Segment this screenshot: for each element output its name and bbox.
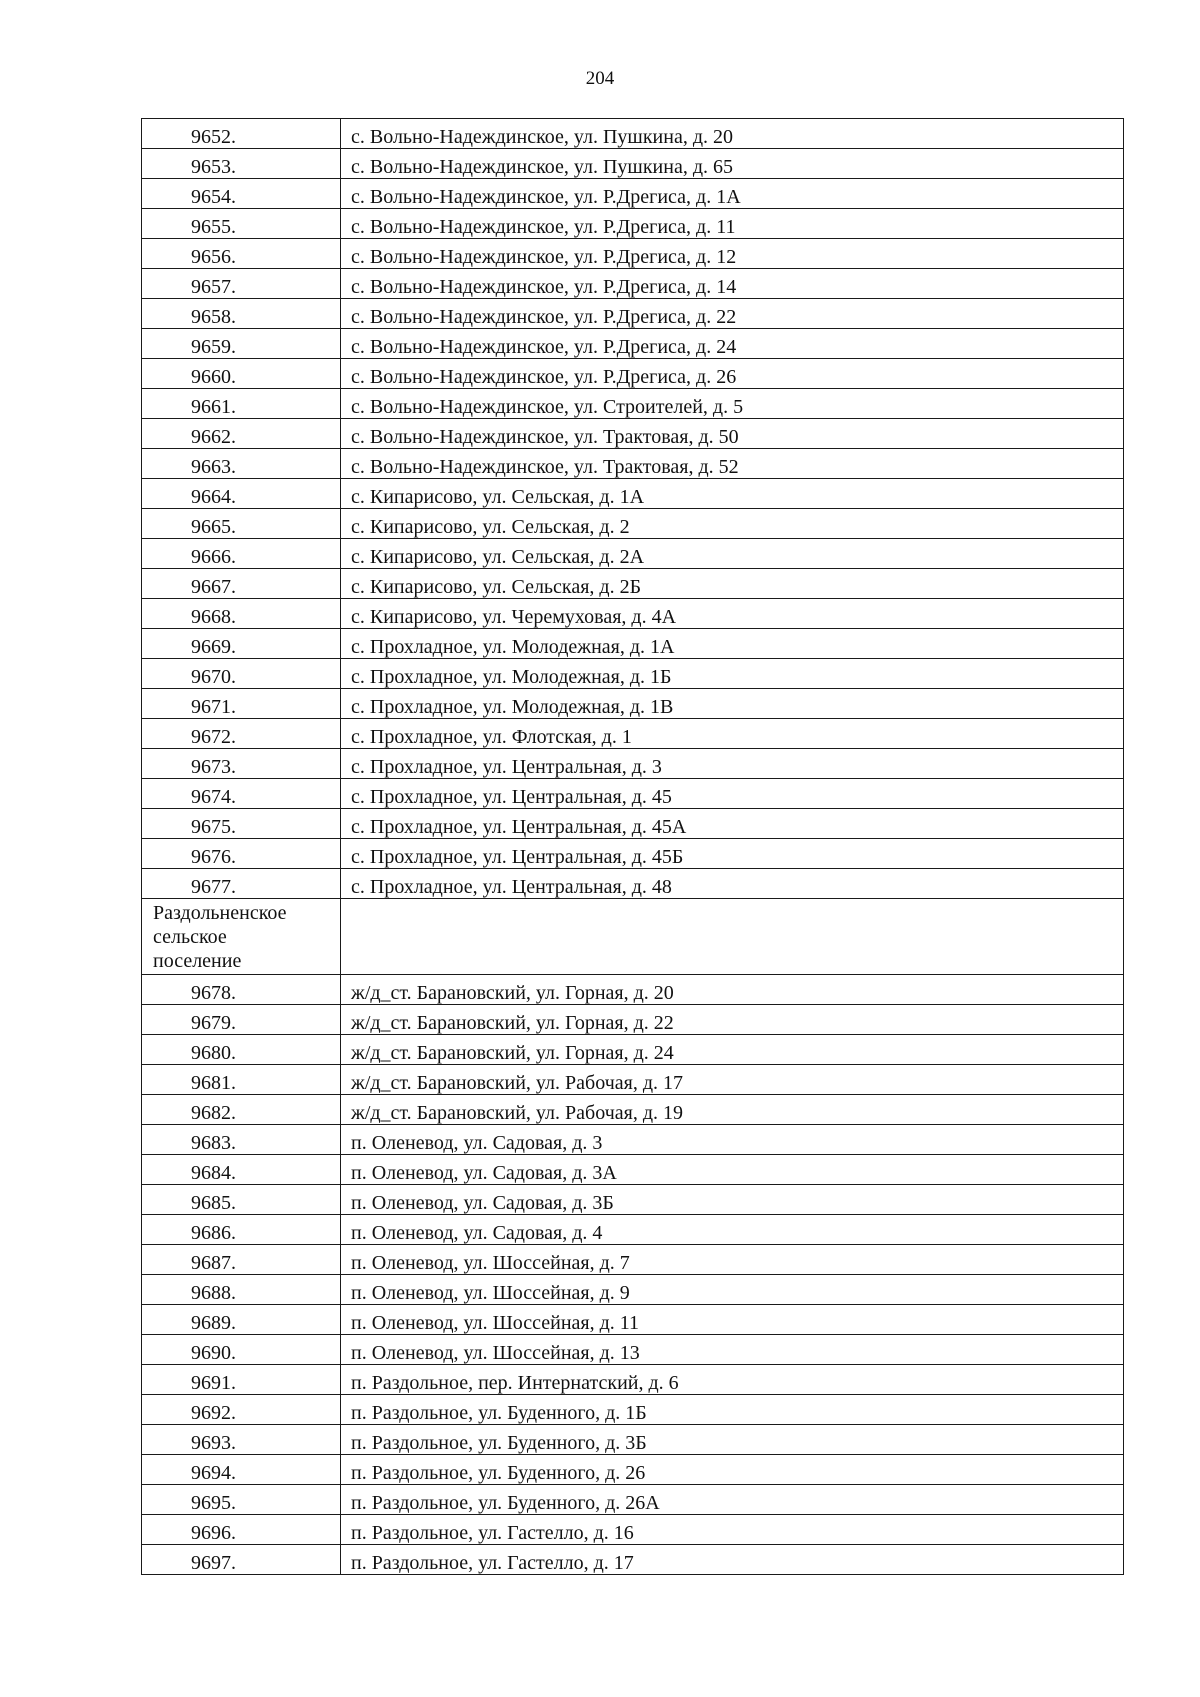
address-cell: с. Вольно-Надеждинское, ул. Строителей, д. 5 [341,389,1124,419]
row-number-cell: 9694. [142,1455,341,1485]
table-row [142,179,1124,209]
table-row [142,479,1124,509]
table-row [142,1335,1124,1365]
row-number-cell: 9693. [142,1425,341,1455]
address-cell: с. Вольно-Надеждинское, ул. Трактовая, д. 50 [341,419,1124,449]
row-number-cell: 9668. [142,599,341,629]
section-label-cell [142,899,341,975]
address-cell: с. Прохладное, ул. Молодежная, д. 1В [341,689,1124,719]
row-number-cell: 9654. [142,179,341,209]
section-label-line: Раздольненское [153,902,287,924]
address-cell: с. Кипарисово, ул. Черемуховая, д. 4А [341,599,1124,629]
row-number-cell: 9669. [142,629,341,659]
row-number-cell: 9666. [142,539,341,569]
row-number-cell: 9672. [142,719,341,749]
row-number-cell: 9697. [142,1545,341,1575]
row-number-cell: 9676. [142,839,341,869]
row-number-cell: 9688. [142,1275,341,1305]
table-row [142,719,1124,749]
row-number-cell: 9656. [142,239,341,269]
address-cell: с. Прохладное, ул. Центральная, д. 3 [341,749,1124,779]
table-row [142,239,1124,269]
row-number-cell: 9671. [142,689,341,719]
address-cell: п. Оленевод, ул. Садовая, д. 3 [341,1125,1124,1155]
address-cell: п. Раздольное, ул. Буденного, д. 26 [341,1455,1124,1485]
address-cell: с. Вольно-Надеждинское, ул. Р.Дрегиса, д. 22 [341,299,1124,329]
address-cell: с. Вольно-Надеждинское, ул. Р.Дрегиса, д. 11 [341,209,1124,239]
row-number-cell: 9689. [142,1305,341,1335]
table-row [142,569,1124,599]
row-number-cell: 9657. [142,269,341,299]
table-row [142,419,1124,449]
table-row [142,599,1124,629]
row-number-cell: 9687. [142,1245,341,1275]
address-cell: с. Вольно-Надеждинское, ул. Пушкина, д. 20 [341,119,1124,149]
address-cell: с. Вольно-Надеждинское, ул. Р.Дрегиса, д. 12 [341,239,1124,269]
row-number-cell: 9677. [142,869,341,899]
row-number-cell: 9665. [142,509,341,539]
table-row [142,1155,1124,1185]
address-cell: п. Оленевод, ул. Садовая, д. 3А [341,1155,1124,1185]
page-number: 204 [585,68,615,89]
table-row [142,749,1124,779]
table-row [142,1485,1124,1515]
row-number-cell: 9675. [142,809,341,839]
table-row [142,509,1124,539]
table-row [142,1035,1124,1065]
address-table-body [142,119,1124,1575]
address-cell: п. Раздольное, ул. Гастелло, д. 17 [341,1545,1124,1575]
section-empty-cell [341,899,1124,975]
row-number-cell: 9683. [142,1125,341,1155]
row-number-cell: 9659. [142,329,341,359]
row-number-cell: 9663. [142,449,341,479]
table-row [142,1395,1124,1425]
row-number-cell: 9679. [142,1005,341,1035]
row-number-cell: 9690. [142,1335,341,1365]
table-row [142,1095,1124,1125]
row-number-cell: 9674. [142,779,341,809]
row-number-cell: 9680. [142,1035,341,1065]
row-number-cell: 9696. [142,1515,341,1545]
section-row [142,899,1124,975]
table-row [142,689,1124,719]
address-cell: с. Вольно-Надеждинское, ул. Р.Дрегиса, д. 14 [341,269,1124,299]
row-number-cell: 9691. [142,1365,341,1395]
address-cell: с. Прохладное, ул. Центральная, д. 45 [341,779,1124,809]
row-number-cell: 9660. [142,359,341,389]
row-number-cell: 9658. [142,299,341,329]
table-row [142,1275,1124,1305]
table-row [142,1545,1124,1575]
table-row [142,299,1124,329]
section-label-line: поселение [153,950,242,972]
address-cell: с. Прохладное, ул. Центральная, д. 48 [341,869,1124,899]
address-cell: п. Оленевод, ул. Садовая, д. 3Б [341,1185,1124,1215]
row-number-cell: 9692. [142,1395,341,1425]
address-cell: с. Кипарисово, ул. Сельская, д. 2А [341,539,1124,569]
row-number-cell: 9681. [142,1065,341,1095]
table-row [142,975,1124,1005]
row-number-cell: 9685. [142,1185,341,1215]
table-row [142,449,1124,479]
row-number-cell: 9652. [142,119,341,149]
table-row [142,1065,1124,1095]
row-number-cell: 9662. [142,419,341,449]
address-cell: п. Оленевод, ул. Шоссейная, д. 7 [341,1245,1124,1275]
table-row [142,539,1124,569]
row-number-cell: 9684. [142,1155,341,1185]
address-cell: п. Раздольное, ул. Буденного, д. 3Б [341,1425,1124,1455]
address-cell: п. Раздольное, ул. Буденного, д. 1Б [341,1395,1124,1425]
address-cell: с. Кипарисово, ул. Сельская, д. 1А [341,479,1124,509]
table-row [142,1005,1124,1035]
address-cell: с. Вольно-Надеждинское, ул. Р.Дрегиса, д. 24 [341,329,1124,359]
address-cell: п. Раздольное, ул. Гастелло, д. 16 [341,1515,1124,1545]
table-row [142,1425,1124,1455]
row-number-cell: 9670. [142,659,341,689]
table-row [142,839,1124,869]
address-cell: с. Вольно-Надеждинское, ул. Р.Дрегиса, д. 1А [341,179,1124,209]
address-cell: с. Вольно-Надеждинское, ул. Трактовая, д. 52 [341,449,1124,479]
address-cell: п. Раздольное, ул. Буденного, д. 26А [341,1485,1124,1515]
row-number-cell: 9695. [142,1485,341,1515]
address-cell: п. Оленевод, ул. Садовая, д. 4 [341,1215,1124,1245]
row-number-cell: 9653. [142,149,341,179]
table-row [142,119,1124,149]
row-number-cell: 9682. [142,1095,341,1125]
address-cell: п. Раздольное, пер. Интернатский, д. 6 [341,1365,1124,1395]
table-row [142,1185,1124,1215]
table-row [142,209,1124,239]
table-row [142,1215,1124,1245]
table-row [142,1515,1124,1545]
address-table [141,118,1124,1575]
table-row [142,1455,1124,1485]
table-row [142,329,1124,359]
row-number-cell: 9686. [142,1215,341,1245]
address-cell: с. Прохладное, ул. Молодежная, д. 1Б [341,659,1124,689]
table-row [142,269,1124,299]
address-cell: с. Прохладное, ул. Центральная, д. 45А [341,809,1124,839]
section-label-line: сельское [153,926,227,948]
table-row [142,149,1124,179]
address-cell: п. Оленевод, ул. Шоссейная, д. 9 [341,1275,1124,1305]
table-row [142,659,1124,689]
address-cell: с. Прохладное, ул. Молодежная, д. 1А [341,629,1124,659]
table-row [142,629,1124,659]
address-cell: ж/д_ст. Барановский, ул. Горная, д. 20 [341,975,1124,1005]
table-row [142,359,1124,389]
address-cell: ж/д_ст. Барановский, ул. Рабочая, д. 17 [341,1065,1124,1095]
table-row [142,389,1124,419]
address-cell: с. Прохладное, ул. Флотская, д. 1 [341,719,1124,749]
address-cell: п. Оленевод, ул. Шоссейная, д. 13 [341,1335,1124,1365]
address-cell: с. Кипарисово, ул. Сельская, д. 2Б [341,569,1124,599]
row-number-cell: 9664. [142,479,341,509]
row-number-cell: 9661. [142,389,341,419]
table-row [142,779,1124,809]
address-cell: с. Кипарисово, ул. Сельская, д. 2 [341,509,1124,539]
row-number-cell: 9673. [142,749,341,779]
table-row [142,1365,1124,1395]
table-row [142,1245,1124,1275]
address-cell: ж/д_ст. Барановский, ул. Горная, д. 22 [341,1005,1124,1035]
address-cell: с. Вольно-Надеждинское, ул. Р.Дрегиса, д. 26 [341,359,1124,389]
table-row [142,869,1124,899]
table-row [142,809,1124,839]
address-cell: с. Вольно-Надеждинское, ул. Пушкина, д. 65 [341,149,1124,179]
address-cell: ж/д_ст. Барановский, ул. Горная, д. 24 [341,1035,1124,1065]
table-row [142,1305,1124,1335]
address-cell: ж/д_ст. Барановский, ул. Рабочая, д. 19 [341,1095,1124,1125]
row-number-cell: 9655. [142,209,341,239]
address-cell: с. Прохладное, ул. Центральная, д. 45Б [341,839,1124,869]
address-cell: п. Оленевод, ул. Шоссейная, д. 11 [341,1305,1124,1335]
row-number-cell: 9667. [142,569,341,599]
table-row [142,1125,1124,1155]
row-number-cell: 9678. [142,975,341,1005]
